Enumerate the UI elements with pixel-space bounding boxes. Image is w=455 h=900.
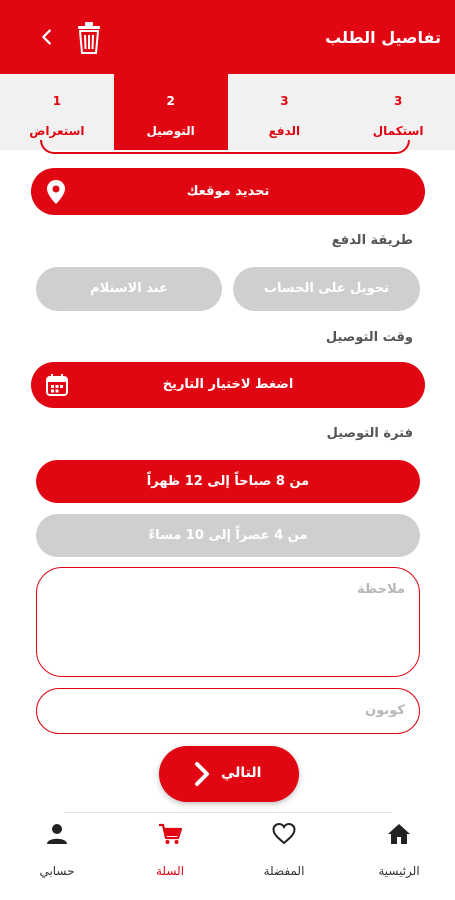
note-textarea[interactable] [36, 567, 420, 677]
pick-date-label: اضغط لاختيار التاريخ [162, 377, 294, 392]
step-number: 3 [280, 94, 289, 108]
nav-label: المفضلة [263, 864, 305, 878]
next-button[interactable] [159, 746, 299, 802]
step-label: استكمال [372, 124, 424, 138]
delivery-time-label: وقت التوصيل [325, 330, 413, 345]
location-pin-icon [45, 179, 67, 205]
period-option-morning[interactable]: من 8 صباحاً إلى 12 ظهراً [36, 460, 420, 503]
person-icon [45, 822, 69, 846]
chevron-right-icon [189, 760, 215, 788]
set-location-button[interactable] [31, 168, 425, 215]
step-label: التوصيل [146, 124, 195, 138]
next-label: التالي [221, 765, 262, 781]
coupon-input[interactable] [36, 688, 420, 734]
payment-option-transfer[interactable]: تحويل على الحساب [233, 267, 420, 311]
heart-icon [272, 822, 296, 846]
nav-label: الرئيسية [378, 864, 420, 878]
nav-item-home[interactable] [354, 814, 444, 900]
trash-icon[interactable] [74, 20, 104, 56]
nav-item-account[interactable] [12, 814, 102, 900]
bottom-nav [0, 814, 455, 900]
coupon-placeholder: كوبون [365, 703, 405, 718]
chevron-left-icon[interactable] [36, 26, 58, 48]
delivery-period-label: فترة التوصيل [326, 426, 413, 441]
step-number: 2 [166, 94, 175, 108]
nav-item-cart[interactable] [125, 814, 215, 900]
note-placeholder: ملاحظة [357, 582, 405, 597]
period-option-evening[interactable]: من 4 عصراً إلى 10 مساءً [36, 514, 420, 557]
nav-label: السلة [155, 864, 185, 878]
calendar-icon [45, 373, 69, 397]
step-review[interactable] [0, 74, 114, 150]
nav-item-favorites[interactable] [239, 814, 329, 900]
step-label: استعراض [29, 124, 85, 138]
step-number: 1 [52, 94, 62, 108]
step-delivery[interactable] [114, 74, 228, 150]
nav-label: حسابي [39, 864, 75, 878]
page-title: تفاصيل الطلب [325, 28, 441, 47]
payment-method-label: طريقة الدفع [331, 233, 413, 248]
checkout-steps [0, 74, 455, 150]
payment-option-on-delivery[interactable]: عند الاستلام [36, 267, 222, 311]
step-complete[interactable] [341, 74, 455, 150]
set-location-label: تحديد موقعك [186, 184, 270, 199]
pick-date-button[interactable] [31, 362, 425, 408]
cart-icon [158, 822, 182, 846]
app-header [0, 0, 455, 74]
step-number: 3 [393, 94, 403, 108]
form-panel-edge [40, 140, 410, 154]
step-payment[interactable] [228, 74, 342, 150]
nav-divider [64, 812, 392, 813]
home-icon [387, 822, 411, 846]
step-label: الدفع [268, 124, 301, 138]
